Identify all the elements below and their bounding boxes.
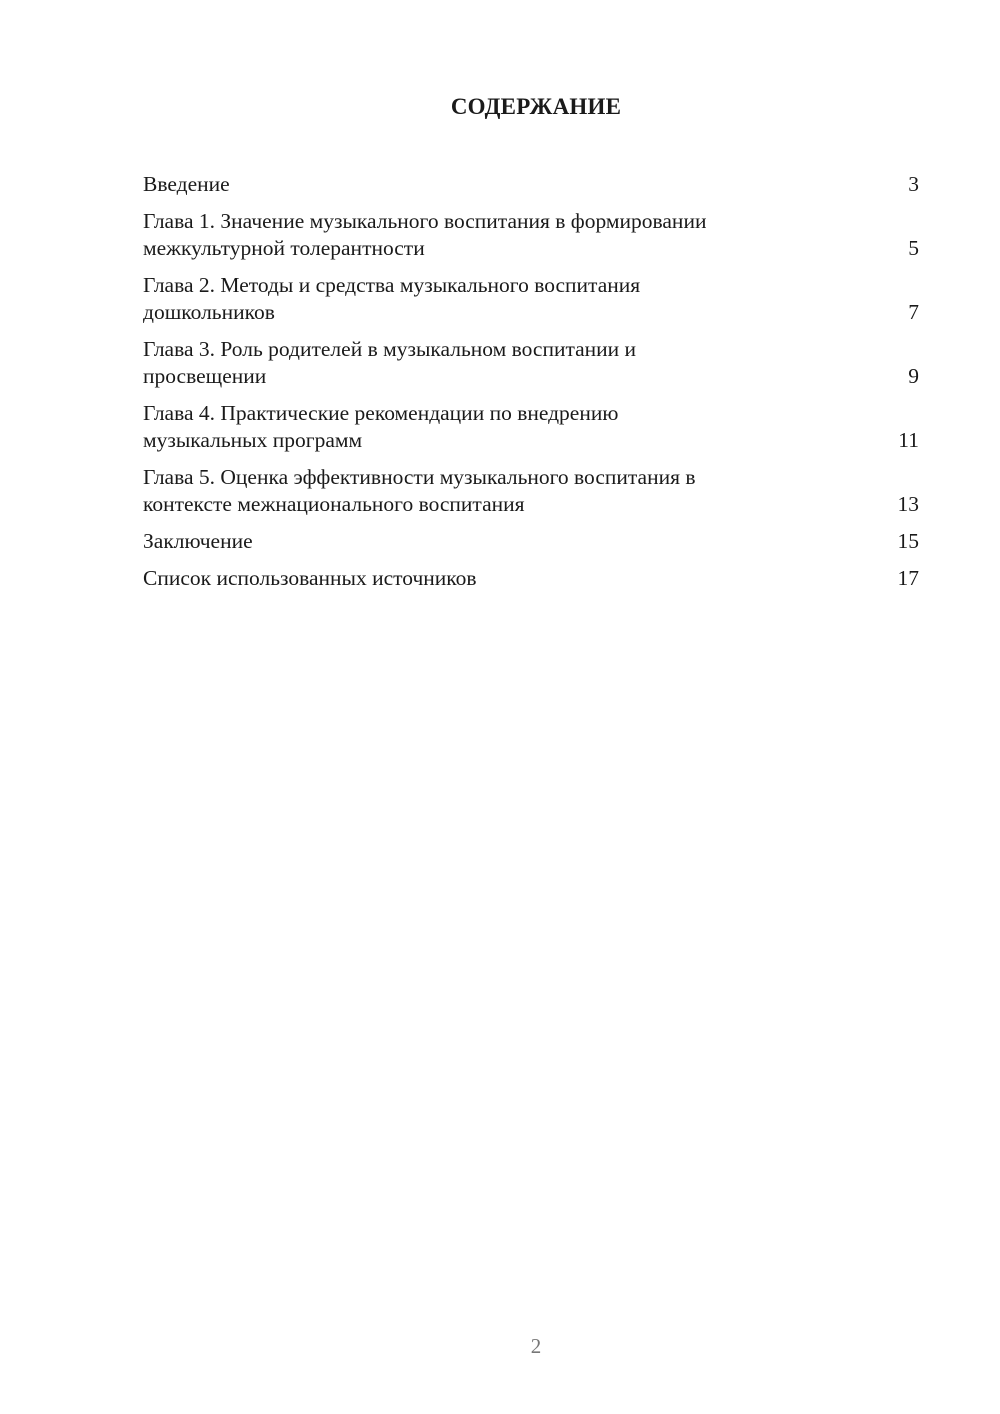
- toc-entry-line: дошкольников: [143, 300, 275, 324]
- toc-entry-page-number: 11: [898, 428, 919, 452]
- toc-entry-line: просвещении: [143, 364, 267, 388]
- toc-entry-line: Глава 1. Значение музыкального воспитания в формировании: [143, 209, 707, 233]
- toc-entry-line: Глава 3. Роль родителей в музыкальном воспитании и: [143, 337, 637, 361]
- toc-entry-line: Глава 5. Оценка эффективности музыкального воспитания в: [143, 465, 696, 489]
- toc-entry-page-number: 7: [908, 300, 919, 324]
- toc-entry-title: [143, 464, 696, 518]
- toc-entry-line: контексте межнационального воспитания: [143, 492, 525, 516]
- toc-entry-title: [143, 528, 253, 555]
- toc-entry-chapter-2: [143, 272, 919, 326]
- toc-entry-line: Введение: [143, 172, 230, 196]
- toc-entry-page-number: 5: [908, 236, 919, 260]
- table-of-contents: [143, 171, 919, 602]
- toc-entry-chapter-1: [143, 208, 919, 262]
- toc-entry-line: Глава 2. Методы и средства музыкального воспитания: [143, 273, 641, 297]
- toc-entry-line: Список использованных источников: [143, 566, 477, 590]
- toc-entry-page-number: 13: [897, 492, 919, 516]
- toc-entry-line: межкультурной толерантности: [143, 236, 425, 260]
- toc-entry-chapter-3: [143, 336, 919, 390]
- toc-entry-page-number: 3: [908, 172, 919, 196]
- toc-entry-page-number: 9: [908, 364, 919, 388]
- toc-entry-references: [143, 565, 919, 592]
- toc-entry-line: Заключение: [143, 529, 253, 553]
- toc-entry-line: музыкальных программ: [143, 428, 363, 452]
- page-number: 2: [530, 1334, 542, 1358]
- toc-entry-title: [143, 565, 477, 592]
- toc-entry-title: [143, 400, 618, 454]
- toc-entry-introduction: [143, 171, 919, 198]
- toc-entry-title: [143, 171, 230, 198]
- page-title: СОДЕРЖАНИЕ: [450, 94, 622, 119]
- toc-entry-title: [143, 272, 640, 326]
- toc-entry-title: [143, 336, 636, 390]
- toc-entry-page-number: 15: [897, 529, 919, 553]
- toc-entry-line: Глава 4. Практические рекомендации по внедрению: [143, 401, 619, 425]
- toc-entry-chapter-4: [143, 400, 919, 454]
- toc-entry-page-number: 17: [897, 566, 919, 590]
- toc-entry-chapter-5: [143, 464, 919, 518]
- toc-entry-conclusion: [143, 528, 919, 555]
- toc-entry-title: [143, 208, 706, 262]
